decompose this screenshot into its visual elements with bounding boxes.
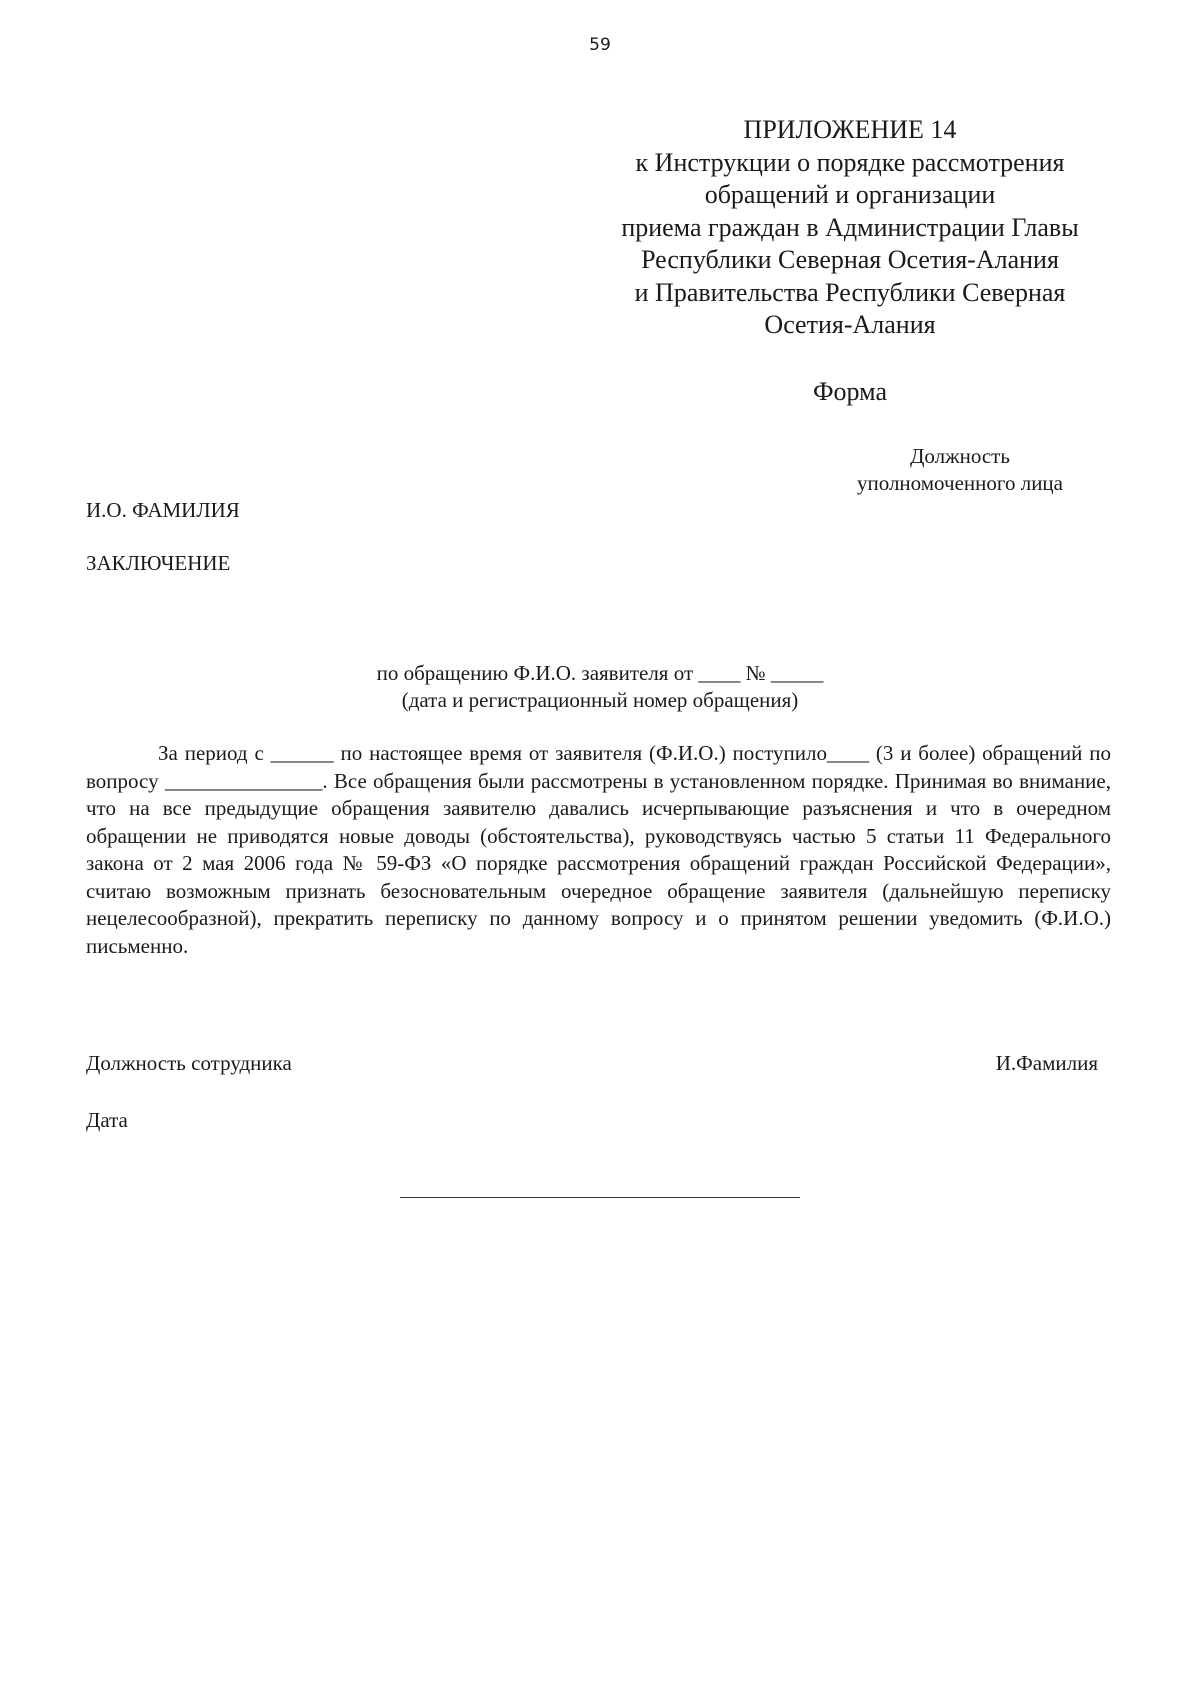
employee-name: И.Фамилия (995, 1051, 1098, 1075)
signature-row (86, 1051, 1098, 1076)
position-line: уполномоченного лица (856, 471, 1063, 495)
appendix-line: к Инструкции о порядке рассмотрения (635, 147, 1065, 177)
appendix-line: Республики Северная Осетия-Алания (641, 245, 1059, 274)
appendix-header (580, 114, 1120, 342)
position-line: Должность (910, 444, 1010, 468)
request-line-main: по обращению Ф.И.О. заявителя от ____ № _____ (376, 661, 824, 685)
date-label: Дата (86, 1108, 128, 1132)
request-reference (0, 660, 1200, 714)
appendix-line: и Правительства Республики Северная (634, 277, 1066, 307)
appendix-line: обращений и организации (704, 180, 996, 209)
authorized-person-position (800, 443, 1120, 497)
appendix-line: Осетия-Алания (764, 310, 936, 339)
request-line-caption: (дата и регистрационный номер обращения) (401, 688, 799, 712)
form-label: Форма (813, 377, 887, 406)
conclusion-heading: ЗАКЛЮЧЕНИЕ (86, 551, 231, 575)
employee-position: Должность сотрудника (86, 1051, 292, 1075)
page-number: 59 (589, 35, 611, 55)
appendix-title: ПРИЛОЖЕНИЕ 14 (743, 115, 957, 144)
footer-divider (400, 1197, 800, 1198)
authorized-person-name: И.О. ФАМИЛИЯ (86, 498, 240, 522)
appendix-line: приема граждан в Администрации Главы (621, 212, 1079, 242)
conclusion-body: За период с ______ по настоящее время от заявителя (Ф.И.О.) поступило____ (3 и более) обращений по вопросу _______________. Все обращения были рассмотрены в установленном порядке. Принимая во внимание, что на все предыдущие обращения заявителю давались исчерпывающие разъяснения и что в очередном обращении не приводятся новые доводы (обстоятельства), руководствуясь частью 5 статьи 11 Федерального закона от 2 мая 2006 года № 59-ФЗ «О порядке рассмотрения обращений граждан Российской Федерации», считаю возможным признать безосновательным очередное обращение заявителя (дальнейшую переписку нецелесообразной), прекратить переписку по данному вопросу и о принятом решении уведомить (Ф.И.О.) письменно. (86, 741, 1111, 958)
